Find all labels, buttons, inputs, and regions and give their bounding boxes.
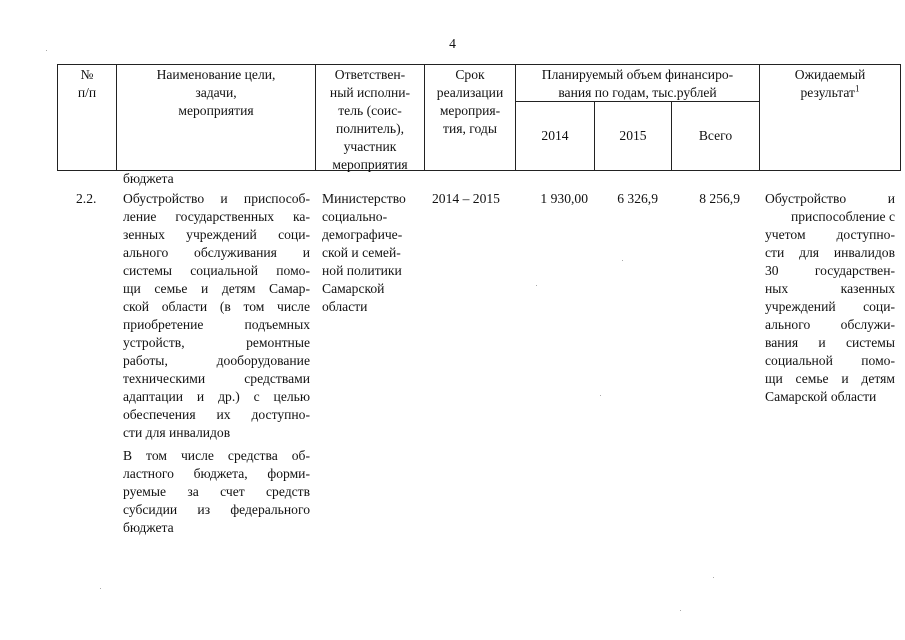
row-value-2015: 6 326,9 (617, 191, 658, 206)
row-sub-line: В том числе средства об- (123, 448, 310, 463)
row-result-line: социальной помо- (765, 353, 895, 368)
row-result-line: ных казенных (765, 281, 895, 296)
row-name-line: работы, дооборудование (123, 353, 310, 368)
row-executor-line: социально- (322, 209, 388, 224)
row-sub-line: ластного бюджета, форми- (123, 466, 310, 481)
row-name-line: устройств, ремонтные (123, 335, 310, 350)
row-name-line: ской области (в том числе (123, 299, 310, 314)
row-name-line: щи семье и детям Самар- (123, 281, 310, 296)
header-num-line: № (80, 67, 94, 82)
header-year-2015: 2015 (619, 128, 647, 143)
row-value-2014: 1 930,00 (540, 191, 588, 206)
footnote-marker: 1 (854, 83, 860, 94)
row-sub-line: субсидии из федерального (123, 502, 310, 517)
row-executor-line: демографиче- (322, 227, 403, 242)
header-executor-line: тель (соис- (338, 103, 402, 118)
header-total: Всего (698, 128, 733, 143)
row-name-line: системы социальной помо- (123, 263, 310, 278)
header-executor-line: мероприятия (332, 157, 408, 172)
row-name-line: ление государственных ка- (123, 209, 310, 224)
row-result-line: щи семье и детям (765, 371, 895, 386)
header-name-line: задачи, (195, 85, 237, 100)
page-number: 4 (449, 36, 456, 51)
row-value-total: 8 256,9 (699, 191, 740, 206)
row-name-line: ального обслуживания и (123, 245, 310, 260)
row-result-line: 30 государствен- (765, 263, 895, 278)
row-name-line: сти для инвалидов (123, 425, 231, 440)
row-result-line: ального обслужи- (765, 317, 895, 332)
header-num (58, 66, 116, 102)
row-term: 2014 – 2015 (432, 191, 500, 206)
header-term-line: реализации (436, 85, 504, 100)
row-result (765, 190, 895, 406)
row-result-line: Самарской области (765, 389, 877, 404)
row-name-line: техническими средствами (123, 371, 310, 386)
header-executor-line: ный исполни- (329, 85, 411, 100)
header-executor (316, 66, 424, 174)
header-executor-line: Ответствен- (334, 67, 406, 82)
header-result-line: результат (800, 85, 855, 100)
row-result-line: Обустройство и (765, 191, 895, 206)
header-num-line: п/п (77, 85, 97, 100)
header-funding (516, 66, 759, 102)
header-executor-line: участник (343, 139, 397, 154)
row-name-line: зенных учреждений соци- (123, 227, 310, 242)
header-name-line: Наименование цели, (156, 67, 276, 82)
row-subfunding-note (123, 447, 310, 537)
row-executor-line: ской и семей- (322, 245, 401, 260)
header-funding-line: Планируемый объем финансиро- (541, 67, 734, 82)
row-sub-line: бюджета (123, 520, 174, 535)
row-name-line: обеспечения их доступно- (123, 407, 310, 422)
row-name-line: Обустройство и приспособ- (123, 191, 310, 206)
carryover-text: бюджета (123, 171, 174, 186)
row-executor-line: Министерство (322, 191, 406, 206)
row-result-line: учетом доступно- (765, 227, 895, 242)
header-year-2014: 2014 (541, 128, 569, 143)
header-result (760, 66, 900, 102)
header-name (117, 66, 315, 120)
header-funding-line: вания по годам, тыс.рублей (558, 85, 717, 100)
header-term (425, 66, 515, 138)
row-result-line: учреждений соци- (765, 299, 895, 314)
row-sub-line: руемые за счет средств (123, 484, 310, 499)
header-executor-line: полнитель), (335, 121, 405, 136)
header-term-line: мероприя- (439, 103, 501, 118)
row-result-line: вания и системы (765, 335, 895, 350)
row-name (123, 190, 310, 442)
row-executor-line: области (322, 299, 368, 314)
row-number: 2.2. (76, 191, 97, 206)
header-name-line: мероприятия (178, 103, 254, 118)
row-name-line: приобретение подъемных (123, 317, 310, 332)
row-executor-line: Самарской (322, 281, 385, 296)
row-name-line: адаптации и др.) с целью (123, 389, 310, 404)
row-executor-line: ной политики (322, 263, 402, 278)
row-result-line: сти для инвалидов (765, 245, 895, 260)
row-executor (322, 190, 420, 316)
header-result-line: Ожидаемый (794, 67, 866, 82)
row-result-line: приспособление с (790, 209, 895, 224)
header-term-line: тия, годы (443, 121, 497, 136)
header-term-line: Срок (455, 67, 485, 82)
